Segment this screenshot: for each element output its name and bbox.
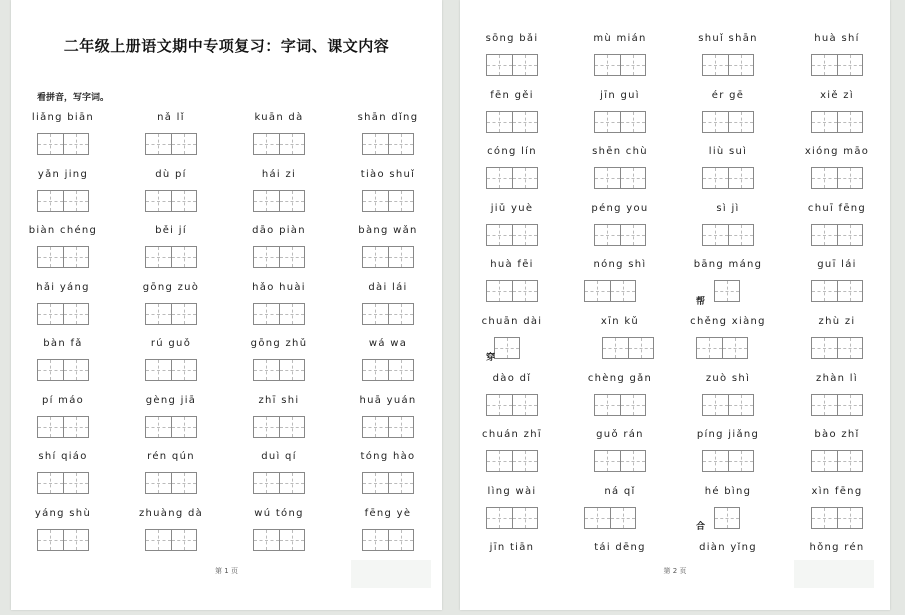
pinyin-label: ná qǐ <box>604 485 636 497</box>
pinyin-label: zuò shì <box>705 372 751 384</box>
pinyin-label: huā yuán <box>359 394 417 406</box>
writing-grid[interactable] <box>594 450 646 472</box>
pinyin-label: shēn chù <box>592 146 648 158</box>
pinyin-label: bàng wǎn <box>358 225 418 236</box>
writing-grid[interactable] <box>145 133 197 155</box>
writing-grid[interactable] <box>811 337 863 359</box>
page-number: 第 1 页 <box>215 567 238 575</box>
pinyin-label: chěng xiàng <box>690 316 766 327</box>
writing-grid[interactable] <box>253 529 305 551</box>
pinyin-label: bào zhǐ <box>814 429 860 441</box>
pinyin-label: liù suì <box>708 146 748 158</box>
writing-grid[interactable] <box>253 472 305 494</box>
writing-grid[interactable] <box>602 337 654 359</box>
writing-grid[interactable] <box>253 133 305 155</box>
page-number: 第 2 页 <box>663 567 687 575</box>
pinyin-label: chuān dài <box>481 316 543 327</box>
pinyin-label: guī lái <box>817 259 857 271</box>
writing-grid[interactable] <box>486 111 538 133</box>
writing-grid[interactable] <box>145 529 197 551</box>
pinyin-label: wú tóng <box>254 507 304 519</box>
pinyin-label: dào dǐ <box>492 372 532 384</box>
pinyin-label: jīn guì <box>600 89 640 101</box>
hint-char-he: 合 <box>696 522 706 532</box>
pinyin-label: péng you <box>591 202 649 214</box>
writing-grid[interactable] <box>811 507 863 529</box>
writing-grid[interactable] <box>811 450 863 472</box>
pinyin-label: yǎn jing <box>37 168 89 180</box>
pinyin-label: zhù zi <box>818 316 856 327</box>
pinyin-label: tái dēng <box>594 542 646 554</box>
pinyin-label: gèng jiā <box>145 394 197 406</box>
pinyin-label: fēn gěi <box>490 89 534 101</box>
writing-grid[interactable] <box>145 246 197 268</box>
writing-grid[interactable] <box>702 450 754 472</box>
pinyin-label: hǎo huài <box>252 281 306 293</box>
writing-grid[interactable] <box>594 167 646 189</box>
pinyin-label: yáng shù <box>34 507 92 519</box>
pinyin-label: shí qiáo <box>38 451 88 462</box>
pinyin-label: tiào shuǐ <box>360 168 416 180</box>
writing-grid[interactable] <box>811 167 863 189</box>
writing-grid[interactable] <box>37 303 89 325</box>
page-title: 二年级上册语文期中专项复习：字词、课文内容 <box>63 37 390 55</box>
writing-grid[interactable] <box>584 507 636 529</box>
pinyin-label: kuān dà <box>254 112 304 123</box>
pinyin-label: liǎng biān <box>31 112 95 123</box>
pinyin-label: wá wa <box>368 338 408 349</box>
pinyin-label: diàn yǐng <box>699 542 757 554</box>
writing-grid[interactable] <box>362 472 414 494</box>
hint-char-bang: 帮 <box>696 297 706 307</box>
writing-grid[interactable] <box>486 507 538 529</box>
writing-grid[interactable] <box>145 303 197 325</box>
pinyin-label: xióng māo <box>804 146 870 158</box>
pinyin-label: biàn chéng <box>28 225 98 236</box>
pinyin-label: shuǐ shān <box>698 33 758 44</box>
writing-grid[interactable] <box>811 111 863 133</box>
pinyin-label: ér gē <box>711 89 745 101</box>
writing-grid[interactable] <box>37 416 89 438</box>
pinyin-label: bāng máng <box>693 259 763 271</box>
pinyin-label: hǒng rén <box>809 542 865 554</box>
writing-grid[interactable] <box>253 190 305 212</box>
writing-grid[interactable] <box>702 167 754 189</box>
writing-grid[interactable] <box>486 224 538 246</box>
pinyin-label: xiě zì <box>820 89 854 101</box>
writing-grid[interactable] <box>253 246 305 268</box>
pinyin-label: pí máo <box>41 394 85 406</box>
writing-grid[interactable] <box>486 450 538 472</box>
pinyin-label: jiǔ yuè <box>490 202 534 214</box>
pinyin-label: hái zi <box>261 168 297 180</box>
pinyin-label: bàn fǎ <box>43 338 83 349</box>
writing-grid[interactable] <box>584 280 636 302</box>
writing-grid[interactable] <box>145 190 197 212</box>
writing-grid[interactable] <box>253 303 305 325</box>
worksheet-page-1 <box>11 0 442 610</box>
writing-grid[interactable] <box>486 394 538 416</box>
writing-grid[interactable] <box>702 394 754 416</box>
writing-grid[interactable] <box>37 190 89 212</box>
pinyin-label: dù pí <box>155 168 187 180</box>
writing-grid[interactable] <box>145 472 197 494</box>
writing-grid[interactable] <box>702 111 754 133</box>
pinyin-label: rú guǒ <box>150 338 192 349</box>
writing-grid[interactable] <box>714 280 740 302</box>
pinyin-label: huà shí <box>814 33 860 44</box>
pinyin-label: hǎi yáng <box>36 281 90 293</box>
pinyin-label: duì qí <box>261 451 297 462</box>
writing-grid[interactable] <box>486 280 538 302</box>
pinyin-label: huà fēi <box>490 259 534 271</box>
writing-grid[interactable] <box>362 416 414 438</box>
pinyin-label: nǎ lǐ <box>157 112 185 123</box>
writing-grid[interactable] <box>362 359 414 381</box>
writing-grid[interactable] <box>37 529 89 551</box>
writing-grid[interactable] <box>37 246 89 268</box>
pinyin-label: dāo piàn <box>252 225 306 236</box>
writing-grid[interactable] <box>702 224 754 246</box>
writing-grid[interactable] <box>696 337 748 359</box>
writing-grid[interactable] <box>811 224 863 246</box>
writing-grid[interactable] <box>594 111 646 133</box>
pinyin-label: gōng zhǔ <box>250 338 308 349</box>
writing-grid[interactable] <box>594 54 646 76</box>
pinyin-label: nóng shì <box>593 259 647 271</box>
writing-grid[interactable] <box>145 416 197 438</box>
pinyin-label: cóng lín <box>487 146 537 158</box>
pinyin-label: gōng zuò <box>142 281 200 293</box>
writing-grid[interactable] <box>362 133 414 155</box>
pinyin-label: guǒ rán <box>596 429 644 441</box>
writing-grid[interactable] <box>37 472 89 494</box>
writing-grid[interactable] <box>362 529 414 551</box>
writing-grid[interactable] <box>362 190 414 212</box>
writing-grid[interactable] <box>594 394 646 416</box>
hint-char-chuan: 穿 <box>486 353 496 363</box>
writing-grid[interactable] <box>811 54 863 76</box>
pinyin-label: dài lái <box>368 281 408 293</box>
pinyin-label: xīn kǔ <box>600 316 640 327</box>
writing-grid[interactable] <box>486 167 538 189</box>
writing-grid[interactable] <box>811 394 863 416</box>
pinyin-label: fēng yè <box>364 507 412 519</box>
writing-grid[interactable] <box>594 224 646 246</box>
pinyin-label: mù mián <box>593 33 647 44</box>
writing-grid[interactable] <box>37 359 89 381</box>
pinyin-label: sōng bǎi <box>485 33 539 44</box>
pinyin-label: chuán zhī <box>482 429 542 441</box>
pinyin-label: sì jì <box>716 202 740 214</box>
worksheet-page-2 <box>460 0 890 610</box>
pinyin-label: xìn fēng <box>811 485 863 497</box>
pinyin-label: shān dǐng <box>357 112 419 123</box>
writing-grid[interactable] <box>494 337 520 359</box>
pinyin-label: rén qún <box>147 451 195 462</box>
pinyin-label: zhī shi <box>258 394 300 406</box>
pinyin-label: lìng wài <box>487 485 537 497</box>
writing-grid[interactable] <box>362 303 414 325</box>
writing-grid[interactable] <box>37 133 89 155</box>
writing-grid[interactable] <box>811 280 863 302</box>
pinyin-label: zhuàng dà <box>138 507 204 519</box>
writing-grid[interactable] <box>145 359 197 381</box>
writing-grid[interactable] <box>486 54 538 76</box>
pinyin-label: tóng hào <box>360 451 416 462</box>
writing-grid[interactable] <box>362 246 414 268</box>
writing-grid[interactable] <box>253 416 305 438</box>
instruction-text: 看拼音，写字词。 <box>37 93 110 103</box>
pinyin-label: běi jí <box>155 225 187 236</box>
writing-grid[interactable] <box>714 507 740 529</box>
writing-grid[interactable] <box>253 359 305 381</box>
pinyin-label: píng jiǎng <box>696 429 760 441</box>
pinyin-label: hé bìng <box>704 485 752 497</box>
pinyin-label: chuī fēng <box>807 202 867 214</box>
writing-grid[interactable] <box>702 54 754 76</box>
pinyin-label: zhàn lì <box>816 372 858 384</box>
pinyin-label: jīn tiān <box>489 542 535 554</box>
pinyin-label: chèng gǎn <box>587 372 653 384</box>
